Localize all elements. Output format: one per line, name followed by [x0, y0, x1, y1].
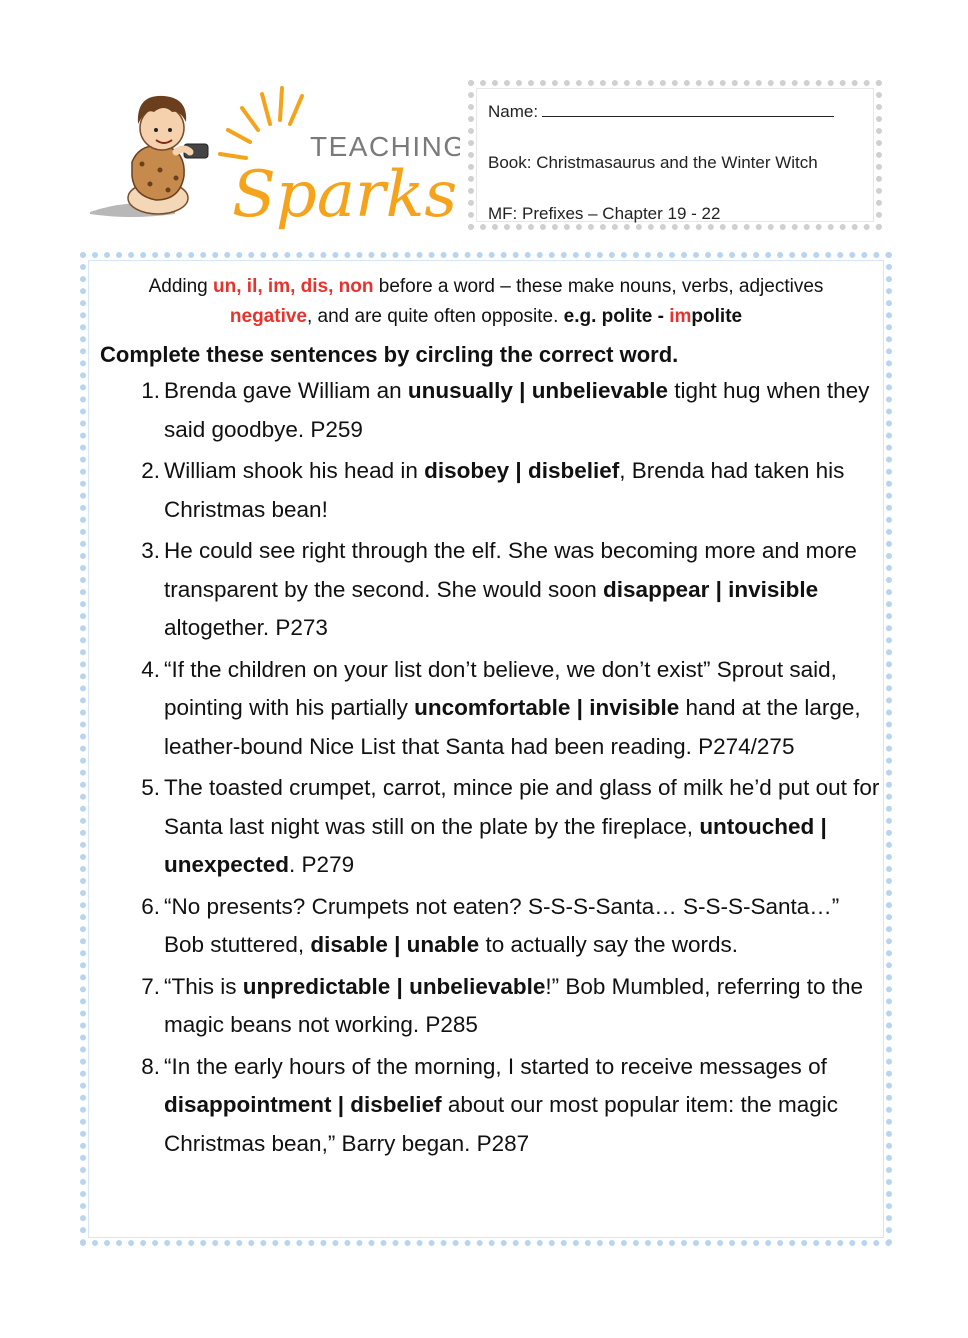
logo-sparks-text: Sparks: [232, 158, 458, 232]
answer-choices[interactable]: disappointment | disbelief: [164, 1092, 442, 1117]
answer-choices[interactable]: unpredictable | unbelievable: [242, 973, 546, 999]
question-number: 2.: [141, 458, 160, 483]
question-number: 8.: [141, 1053, 160, 1079]
question-item: [100, 532, 882, 648]
caveman-logo-icon: [80, 80, 460, 240]
question-list: [100, 372, 882, 1166]
question-item: [100, 968, 882, 1045]
question-number: 4.: [141, 656, 160, 682]
question-number: 6.: [141, 893, 160, 919]
question-text: tight hug when they said goodbye. P259: [164, 378, 870, 442]
name-label: Name:: [488, 102, 539, 121]
instruction-heading: Complete these sentences by circling the correct word.: [100, 342, 679, 367]
intro-part: before a word – these make nouns, verbs, adjectives: [373, 276, 824, 297]
answer-choices[interactable]: disobey | disbelief: [424, 458, 620, 483]
question-number: 5.: [141, 775, 160, 800]
question-text: The toasted crumpet, carrot, mince pie and glass of milk he’d put out for Santa last night was still on the plate by the fireplace,: [164, 775, 880, 839]
question-item: [100, 1048, 882, 1164]
question-item: [100, 372, 882, 449]
name-blank-field[interactable]: [542, 102, 834, 117]
question-item: [100, 651, 882, 767]
book-line: Book: Christmasaurus and the Winter Witch: [488, 153, 818, 172]
student-info-box: [468, 80, 882, 230]
question-text: hand at the large, leather-bound Nice List that Santa had been reading. P274/275: [164, 695, 861, 759]
question-item: [100, 888, 882, 965]
answer-choices[interactable]: disappear | invisible: [603, 576, 819, 602]
intro-part: , and are quite often opposite.: [306, 306, 564, 327]
intro-text: [100, 272, 872, 332]
teaching-sparks-logo: [80, 80, 460, 240]
question-number: 3.: [141, 538, 160, 563]
logo-teaching-text: TEACHING: [310, 131, 460, 162]
question-item: [100, 769, 882, 885]
question-text: William shook his head in: [164, 458, 425, 483]
question-item: [100, 452, 882, 529]
intro-negative: negative: [229, 306, 307, 327]
question-number: 1.: [141, 378, 160, 403]
answer-choices[interactable]: uncomfortable | invisible: [414, 695, 680, 720]
intro-prefixes: un, il, im, dis, non: [213, 276, 374, 297]
intro-part: Adding: [148, 276, 214, 297]
answer-choices[interactable]: disable | unable: [310, 932, 480, 957]
mf-line: MF: Prefixes – Chapter 19 - 22: [488, 204, 721, 223]
answer-choices[interactable]: unusually | unbelievable: [407, 378, 668, 403]
worksheet-box: [80, 252, 892, 1246]
question-number: 7.: [141, 973, 160, 999]
answer-choices[interactable]: untouched | unexpected: [164, 813, 827, 877]
question-text: about our most popular item: the magic Christmas bean,” Barry began. P287: [164, 1092, 839, 1156]
question-text: Brenda gave William an: [164, 378, 408, 403]
question-text: “In the early hours of the morning, I started to receive messages of: [164, 1053, 827, 1079]
question-text: . P279: [289, 852, 355, 877]
name-line: [488, 102, 834, 122]
intro-example-word: polite: [691, 306, 743, 327]
intro-example: e.g. polite -: [563, 306, 670, 327]
question-text: “No presents? Crumpets not eaten? S-S-S-Santa… S-S-S-Santa…” Bob stuttered,: [164, 893, 840, 957]
question-text: , Brenda had taken his Christmas bean!: [164, 458, 845, 522]
question-text: “If the children on your list don’t believe, we don’t exist” Sprout said, pointing with his partially: [164, 656, 837, 720]
intro-example-prefix: im: [669, 306, 692, 327]
question-text: to actually say the words.: [479, 932, 739, 957]
question-text: He could see right through the elf. She was becoming more and more transparent by the second. She would soon: [164, 538, 857, 602]
question-text: altogether. P273: [164, 615, 328, 640]
question-text: “This is: [164, 973, 243, 999]
question-text: !” Bob Mumbled, referring to the magic beans not working. P285: [164, 973, 864, 1037]
